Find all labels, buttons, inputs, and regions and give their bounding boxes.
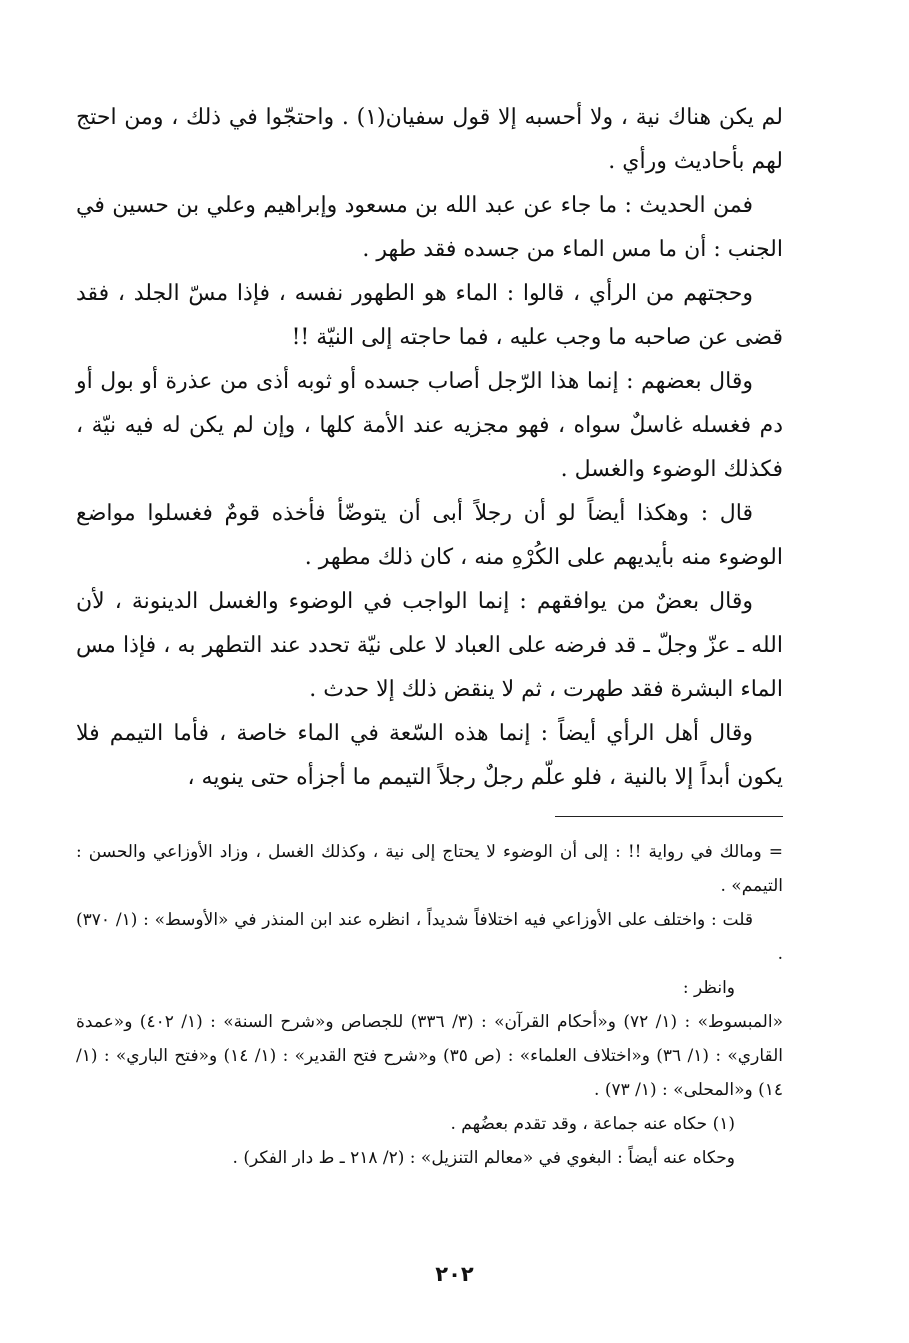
footnote-line-4: «المبسوط» : (١/ ٧٢) و«أحكام القرآن» : (٣/ ٣٣٦) للجصاص و«شرح السنة» : (١/ ٤٠٢) و«عمدة القاري» : (١/ ٣٦) و«اختلاف العلماء» : (ص ٣٥) و«شرح فتح القدير» : (١/ ١٤) و«فتح الباري» : (١/ ١٤) و«المحلى» : (١/ ٧٣) . xyxy=(76,1012,783,1100)
footnote-line-2: قلت : واختلف على الأوزاعي فيه اختلافاً شديداً ، انظره عند ابن المنذر في «الأوسط» : (١/ ٣٧٠) . xyxy=(76,910,783,964)
footnote-line-1: = ومالك في رواية !! : إلى أن الوضوء لا يحتاج إلى نية ، وكذلك الغسل ، وزاد الأوزاعي والحسن : التيمم» . xyxy=(76,842,783,896)
paragraph-7: وقال أهل الرأي أيضاً : إنما هذه السّعة في الماء خاصة ، فأما التيمم فلا يكون أبداً إلا بالنية ، فلو علّم رجلٌ رجلاً التيمم ما أجزأه حتى ينويه ، xyxy=(76,721,783,790)
footnotes xyxy=(76,835,783,1175)
paragraph-2: فمن الحديث : ما جاء عن عبد الله بن مسعود وإبراهيم وعلي بن حسين في الجنب : أن ما مس الماء من جسده فقد طهر . xyxy=(76,193,783,262)
footnote-line-5: (١) حكاه عنه جماعة ، وقد تقدم بعضُهم . xyxy=(450,1114,735,1134)
main-text xyxy=(76,96,783,800)
paragraph-3: وحجتهم من الرأي ، قالوا : الماء هو الطهور نفسه ، فإذا مسّ الجلد ، فقد قضى عن صاحبه ما وجب عليه ، فما حاجته إلى النيّة !! xyxy=(76,281,783,350)
footnote-line-3: وانظر : xyxy=(682,978,735,998)
footnote-separator xyxy=(555,816,783,817)
paragraph-6: وقال بعضٌ من يوافقهم : إنما الواجب في الوضوء والغسل الدينونة ، لأن الله ـ عزّ وجلّ ـ قد فرضه على العباد لا على نيّة تحدد عند التطهر به ، فإذا مس الماء البشرة فقد طهرت ، ثم لا ينقض ذلك إلا حدث . xyxy=(76,589,783,702)
page-number: ٢٠٢ xyxy=(435,1262,474,1286)
paragraph-4: وقال بعضهم : إنما هذا الرّجل أصاب جسده أو ثوبه أذى من عذرة أو بول أو دم فغسله غاسلٌ سواه ، فهو مجزيه عند الأمة كلها ، وإن لم يكن له فيه نيّة ، فكذلك الوضوء والغسل . xyxy=(76,369,783,482)
paragraph-1: لم يكن هناك نية ، ولا أحسبه إلا قول سفيان(١) . واحتجّوا في ذلك ، ومن احتج لهم بأحاديث ورأي . xyxy=(76,105,783,174)
footnote-line-6: وحكاه عنه أيضاً : البغوي في «معالم التنزيل» : (٢/ ٢١٨ ـ ط دار الفكر) . xyxy=(232,1148,735,1168)
page xyxy=(76,96,783,1175)
paragraph-5: قال : وهكذا أيضاً لو أن رجلاً أبى أن يتوضّأ فأخذه قومٌ فغسلوا مواضع الوضوء منه بأيديهم على الكُرْهِ منه ، كان ذلك مطهر . xyxy=(76,501,783,570)
